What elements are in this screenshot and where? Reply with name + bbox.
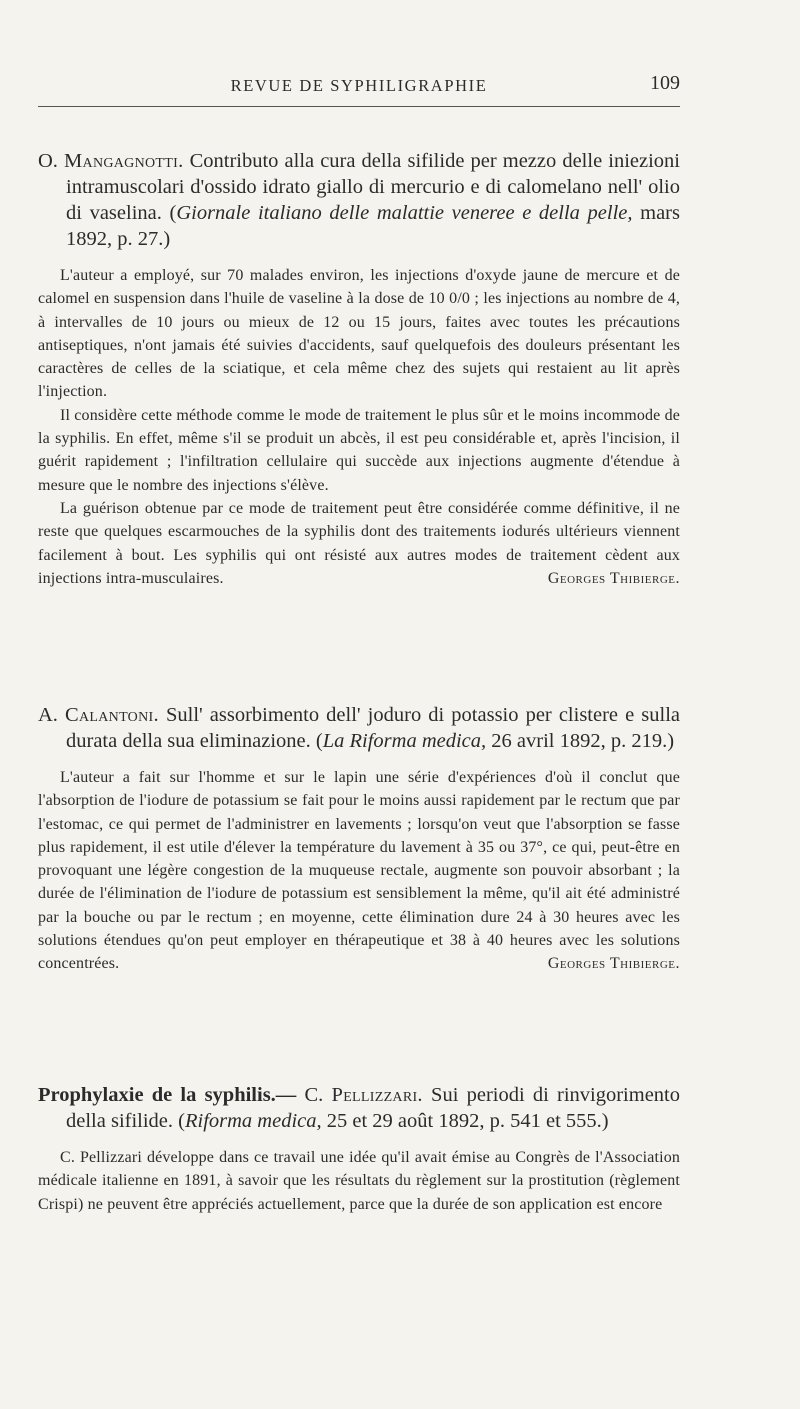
article-author: Calantoni. — [65, 704, 159, 726]
article-citation: 26 avril 1892, p. 219.) — [486, 730, 675, 752]
article-mangagnotti — [38, 148, 680, 590]
reviewer-signature: Georges Thibierge. — [547, 955, 680, 973]
article-title: Contributo alla cura della sifilide per mezzo delle iniezioni intramuscolari d'ossido idrato giallo di mercurio e di calomelano nell' olio di vaselina. ( — [66, 150, 680, 224]
running-title: REVUE DE SYPHILIGRAPHIE — [230, 76, 488, 95]
paragraph — [38, 497, 680, 590]
heading-prefix: O. — [38, 150, 65, 172]
article-pellizzari — [38, 1082, 680, 1216]
article-journal: Riforma medica, — [184, 1110, 322, 1132]
article-citation: mars 1892, p. 27.) — [66, 202, 680, 250]
article-heading — [38, 148, 680, 252]
running-header — [38, 70, 680, 107]
article-body — [38, 1146, 680, 1216]
paragraph-text: L'auteur a fait sur l'homme et sur le lapin une série d'expériences d'où il conclut que l'absorption de l'iodure de potassium se fait pour le moins aussi rapidement par le rectum que par l'estomac, ce qui permet de l'administrer en lavements ; lorsqu'on veut que l'absorption se fasse plus rapidement, il est utile d'élever la température du lavement à 35 ou 37°, ce qui, peut-être en provoquant une légère congestion de la muqueuse rectale, augmente son pouvoir absorbant ; la durée de l'élimination de l'iodure de potassium est sensiblement la même, qu'il ait été administré par la bouche ou par le rectum ; en moyenne, cette élimination dure 24 à 30 heures avec les solutions étendues qu'on peut employer en thérapeutique et 38 à 40 heures avec les solutions concentrées. — [38, 769, 680, 973]
paragraph: Il considère cette méthode comme le mode de traitement le plus sûr et le moins incommode de la syphilis. En effet, même s'il se produit un abcès, il est peu considérable et, après l'incision, il guérit rapidement ; l'infiltration cellulaire qui succède aux injections augmente d'étendue à mesure que le nombre des injections s'élève. — [38, 406, 680, 494]
page-number: 109 — [650, 72, 680, 94]
paragraph — [38, 766, 680, 976]
article-body — [38, 264, 680, 590]
article-journal: La Riforma medica, — [322, 730, 487, 752]
article-heading — [38, 1082, 680, 1134]
reviewer-signature: Georges Thibierge. — [547, 569, 680, 587]
article-citation: 25 et 29 août 1892, p. 541 et 555.) — [321, 1110, 609, 1132]
heading-prefix: C. — [304, 1084, 332, 1106]
article-calantoni — [38, 702, 680, 976]
article-title: Sui periodi di rinvigorimento della sifilide. ( — [66, 1084, 680, 1132]
paragraph: L'auteur a employé, sur 70 malades environ, les injections d'oxyde jaune de mercure et de calomel en suspension dans l'huile de vaseline à la dose de 10 0/0 ; les injections au nombre de 4, à intervalles de 10 jours ou mieux de 12 ou 15 jours, faites avec toutes les précautions antiseptiques, n'ont jamais été suivies d'accidents, sauf quelquefois des douleurs présentant les caractères de celles de la sciatique, et cela même chez des sujets qui restaient au lit après l'injection. — [38, 267, 680, 401]
article-author: Pellizzari. — [331, 1084, 423, 1106]
article-body — [38, 766, 680, 976]
heading-prefix: A. — [38, 704, 66, 726]
article-heading — [38, 702, 680, 754]
article-topic: Prophylaxie de la syphilis.— — [38, 1084, 305, 1106]
article-title: Sull' assorbimento dell' joduro di potassio per clistere e sulla durata della sua eliminazione. ( — [66, 704, 680, 752]
paragraph: C. Pellizzari développe dans ce travail une idée qu'il avait émise au Congrès de l'Association médicale italienne en 1891, à savoir que les résultats du règlement sur la prostitution (règlement Crispi) ne peuvent être appréciés actuellement, parce que la durée de son application est encore — [38, 1149, 680, 1213]
paragraph-text: La guérison obtenue par ce mode de traitement peut être considérée comme définitive, il ne reste que quelques escarmouches de la syphilis dont des traitements iodurés ultérieurs viennent facilement à bout. Les syphilis qui ont résisté aux autres modes de traitement cèdent aux injections intra-musculaires. — [38, 499, 680, 587]
article-journal: Giornale italiano delle malattie veneree e della pelle, — [176, 202, 633, 224]
article-author: Mangagnotti. — [64, 150, 184, 172]
